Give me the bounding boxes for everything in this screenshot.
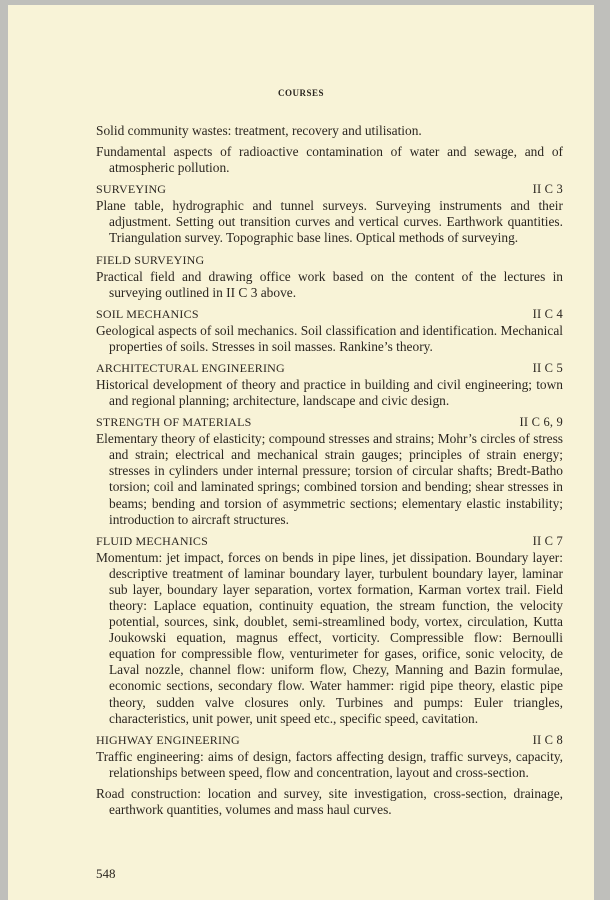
- section-title: SURVEYING: [96, 182, 167, 197]
- section-title: ARCHITECTURAL ENGINEERING: [96, 360, 285, 375]
- section-title: FLUID MECHANICS: [96, 533, 209, 548]
- course-code: II C 3: [532, 182, 563, 197]
- intro-paragraph: Solid community wastes: treatment, recovery and utilisation.: [96, 123, 422, 138]
- section-heading: [96, 732, 563, 748]
- section-heading: [96, 533, 563, 549]
- course-code: II C 8: [532, 732, 563, 747]
- running-head: COURSES: [277, 88, 324, 98]
- section-paragraph: Historical development of theory and practice in building and civil engineering; town and regional planning; architecture, landscape and civic design.: [96, 376, 563, 409]
- section-fluid-mechanics: [96, 533, 563, 727]
- section-strength-of-materials: [96, 414, 563, 528]
- intro-paragraph: Fundamental aspects of radioactive contamination of water and sewage, and of atmospheric pollution.: [96, 144, 563, 176]
- section-paragraph: Momentum: jet impact, forces on bends in pipe lines, jet dissipation. Boundary layer: descriptive treatment of laminar boundary layer, turbulent boundary layer, laminar sub layer, boundary layer separation, vortex formation, Karman vortex trail. Field theory: Laplace equation, continuity equation, the stream function, the velocity potential, sources, sink, doublet, semi-streamlined body, vortex, circulation, Kutta Joukowski equation, magnus effect, vorticity. Compressible flow: Bernoulli equation for compressible flow, venturimeter for gases, orifice, sonic velocity, de Laval nozzle, channel flow: uniform flow, Chezy, Manning and Bazin formulae, economic sections, secondary flow. Water hammer: rigid pipe theory, elastic pipe theory, sudden valve closures only. Turbines and pumps: Euler triangles, characteristics, unit power, unit speed etc., specific speed, cavitation.: [96, 549, 563, 726]
- page-number: 548: [96, 866, 116, 881]
- section-heading: [96, 360, 563, 376]
- section-soil-mechanics: [96, 306, 563, 355]
- course-code: II C 7: [532, 533, 563, 548]
- book-page: [8, 5, 594, 900]
- section-heading: [96, 306, 563, 322]
- section-title: SOIL MECHANICS: [96, 306, 199, 321]
- section-paragraph: Plane table, hydrographic and tunnel surveys. Surveying instruments and their adjustment. Setting out transition curves and vertical curves. Earthwork quantities. Triangulation survey. Topographic base lines. Optical methods of surveying.: [96, 198, 563, 246]
- section-paragraph: Traffic engineering: aims of design, factors affecting design, traffic surveys, capacity, relationships between speed, flow and concentration, layout and cross-section.: [96, 748, 563, 780]
- section-title: FIELD SURVEYING: [96, 252, 205, 267]
- section-surveying: [96, 181, 563, 246]
- section-highway-engineering: [96, 732, 563, 818]
- course-code: II C 6, 9: [519, 415, 563, 430]
- section-title: STRENGTH OF MATERIALS: [96, 415, 252, 430]
- section-paragraph: Road construction: location and survey, site investigation, cross-section, drainage, earthwork quantities, volumes and mass haul curves.: [96, 785, 563, 817]
- course-code: II C 4: [532, 306, 563, 321]
- section-title: HIGHWAY ENGINEERING: [96, 732, 240, 747]
- section-paragraph: Geological aspects of soil mechanics. Soil classification and identification. Mechanical properties of soils. Stresses in soil masses. Rankine’s theory.: [96, 322, 563, 354]
- section-field-surveying: [96, 252, 563, 301]
- section-paragraph: Practical field and drawing office work based on the content of the lectures in surveying outlined in II C 3 above.: [96, 268, 563, 300]
- course-code: II C 5: [532, 360, 563, 375]
- section-heading: [96, 181, 563, 197]
- page-content: [96, 123, 563, 823]
- section-heading: [96, 414, 563, 430]
- section-architectural-engineering: [96, 360, 563, 409]
- section-heading: [96, 252, 563, 268]
- section-paragraph: Elementary theory of elasticity; compound stresses and strains; Mohr’s circles of stress and strain; electrical and mechanical strain gauges; principles of strain energy; stresses in cylinders under internal pressure; torsion of circular shafts; Bredt-Batho torsion; coil and laminated springs; combined torsion and bending; shear stresses in beams; bending and torsion of asymmetric sections; elementary elastic instability; introduction to aircraft structures.: [96, 431, 563, 527]
